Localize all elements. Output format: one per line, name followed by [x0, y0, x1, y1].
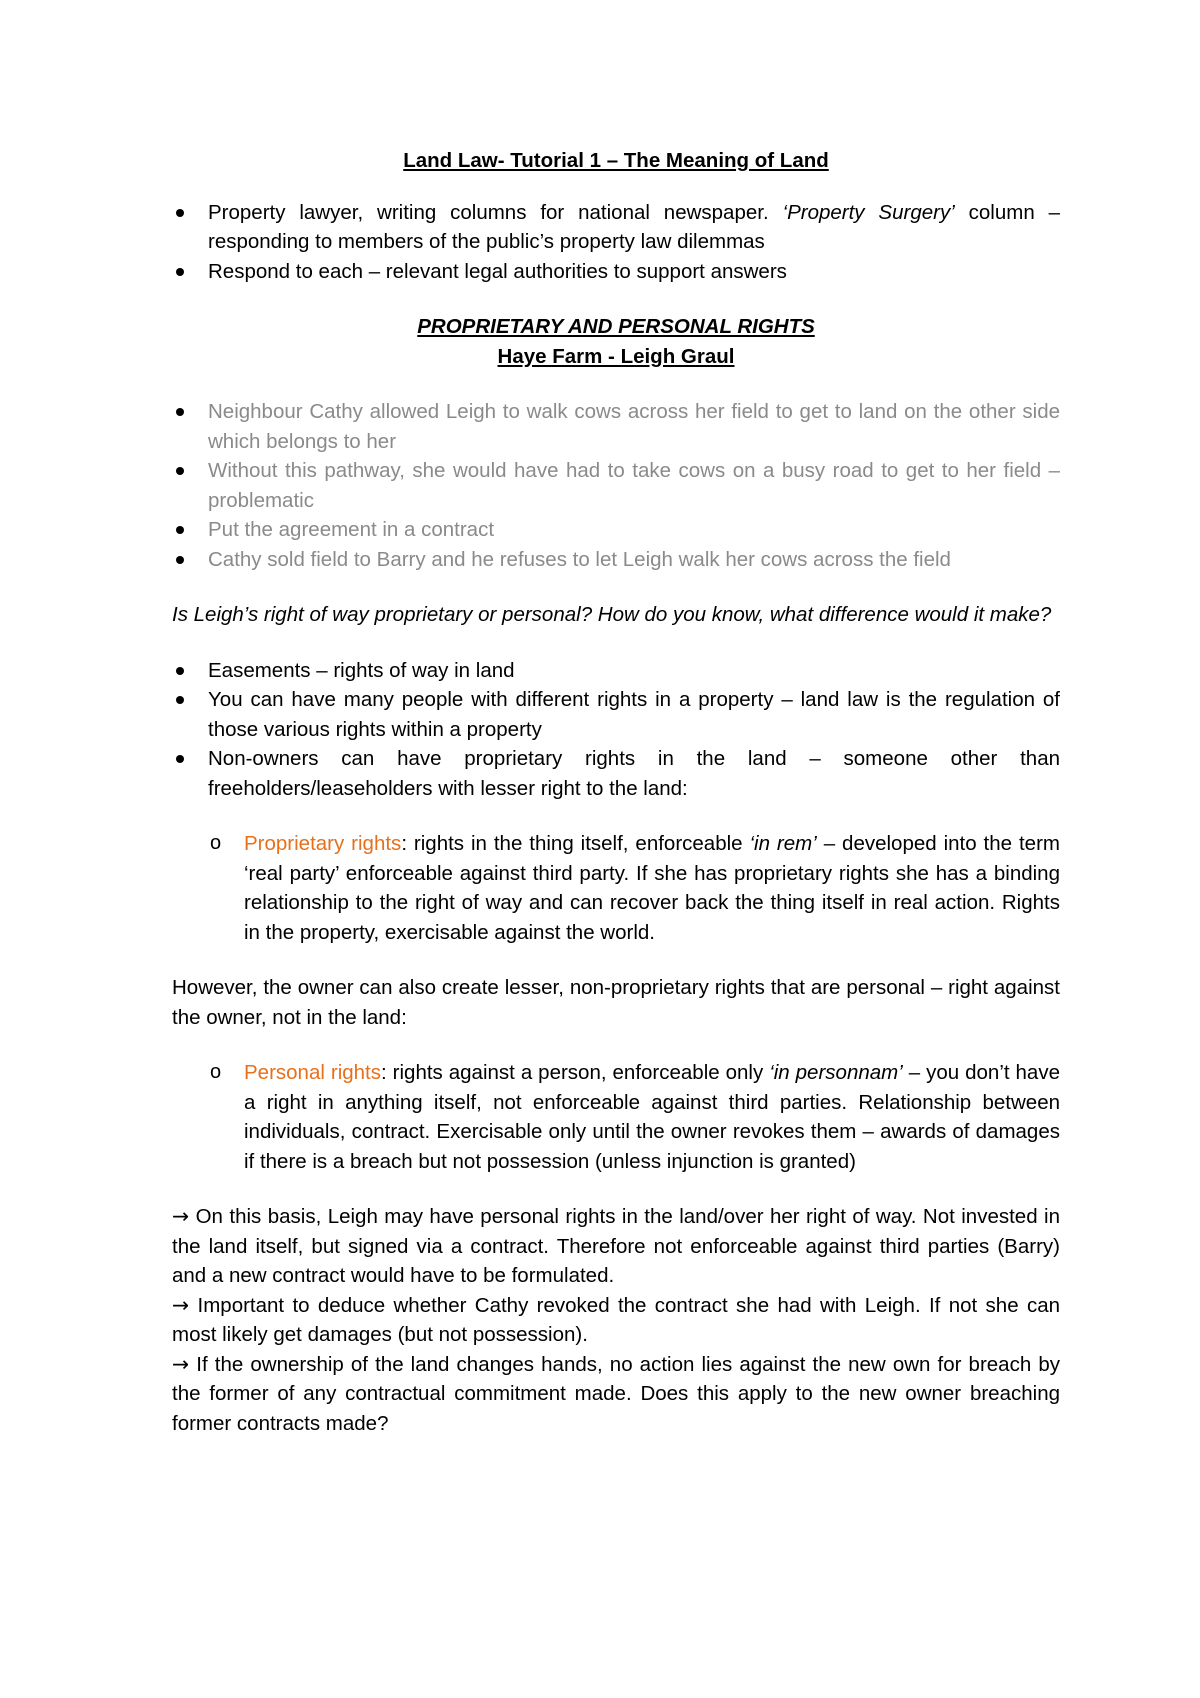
case-heading: Haye Farm - Leigh Graul: [497, 344, 735, 368]
intro-text: Property lawyer, writing columns for national newspaper.: [208, 200, 783, 224]
section-heading: PROPRIETARY AND PERSONAL RIGHTS: [417, 315, 815, 338]
conclusion-paragraph: [172, 1202, 1060, 1291]
document-title: Land Law- Tutorial 1 – The Meaning of Land: [403, 149, 829, 172]
arrow-icon: →: [172, 1351, 190, 1376]
personal-post: – you don’t have a right in anything itself, not enforceable against third parties. Relationship between individuals, contract. Exercisable only until the owner revokes them – awards of damages if there is a breach but not possession (unless injunction is granted): [244, 1061, 1060, 1173]
list-item: Neighbour Cathy allowed Leigh to walk cows across her field to get to land on the other side which belongs to her: [172, 397, 1060, 456]
arrow-icon: →: [172, 1292, 190, 1317]
personal-pre: : rights against a person, enforceable only: [381, 1061, 770, 1084]
list-item: [172, 198, 1060, 257]
list-item: Non-owners can have proprietary rights in the land – someone other than freeholders/leaseholders with lesser right to the land:: [172, 744, 1060, 803]
intro-tail: column – responding to members of the public’s property law dilemmas: [208, 200, 1060, 253]
personal-rights-item: [172, 1058, 1060, 1176]
proprietary-post: – developed into the term ‘real party’ enforceable against third party. If she has proprietary rights she has a binding relationship to the right of way and can recover back the thing itself in real action. Rights in the property, exercisable against the world.: [244, 832, 1060, 944]
conclusion-paragraph: [172, 1291, 1060, 1350]
proprietary-latin: ‘in rem’: [749, 832, 817, 855]
conclusion-text: Important to deduce whether Cathy revoked the contract she had with Leigh. If not she can most likely get damages (but not possession).: [172, 1293, 1060, 1346]
list-item: Put the agreement in a contract: [172, 515, 1060, 545]
facts-list: [172, 397, 1060, 574]
personal-label: Personal rights: [244, 1061, 381, 1084]
points-list: [172, 656, 1060, 804]
conclusion-text: On this basis, Leigh may have personal rights in the land/over her right of way. Not invested in the land itself, but signed via a contract. Therefore not enforceable against third parties (Barry) and a new contract would have to be formulated.: [172, 1205, 1060, 1287]
document-page: [172, 146, 1060, 1438]
conclusion-paragraph: [172, 1350, 1060, 1439]
list-item: Respond to each – relevant legal authorities to support answers: [172, 257, 1060, 287]
list-item: Without this pathway, she would have had to take cows on a busy road to get to her field – problematic: [172, 456, 1060, 515]
list-item: Easements – rights of way in land: [172, 656, 1060, 686]
however-paragraph: However, the owner can also create lesser, non-proprietary rights that are personal – right against the owner, not in the land:: [172, 976, 1060, 1029]
circle-bullet-icon: o: [210, 1061, 222, 1083]
arrow-icon: →: [172, 1204, 190, 1228]
proprietary-label: Proprietary rights: [244, 832, 402, 855]
question: Is Leigh’s right of way proprietary or personal? How do you know, what difference would it make?: [172, 603, 1052, 626]
personal-latin: ‘in personnam’: [769, 1061, 903, 1084]
list-item: Cathy sold field to Barry and he refuses to let Leigh walk her cows across the field: [172, 545, 1060, 575]
list-item: You can have many people with different rights in a property – land law is the regulation of those various rights within a property: [172, 685, 1060, 744]
proprietary-pre: : rights in the thing itself, enforceable: [401, 832, 750, 855]
column-name: ‘Property Surgery’: [782, 200, 955, 224]
proprietary-rights-item: [172, 829, 1060, 947]
conclusion-text: If the ownership of the land changes hands, no action lies against the new own for breach by the former of any contractual commitment made. Does this apply to the new owner breaching former contracts made?: [172, 1352, 1060, 1435]
circle-bullet-icon: o: [210, 832, 222, 854]
intro-list: [172, 198, 1060, 287]
